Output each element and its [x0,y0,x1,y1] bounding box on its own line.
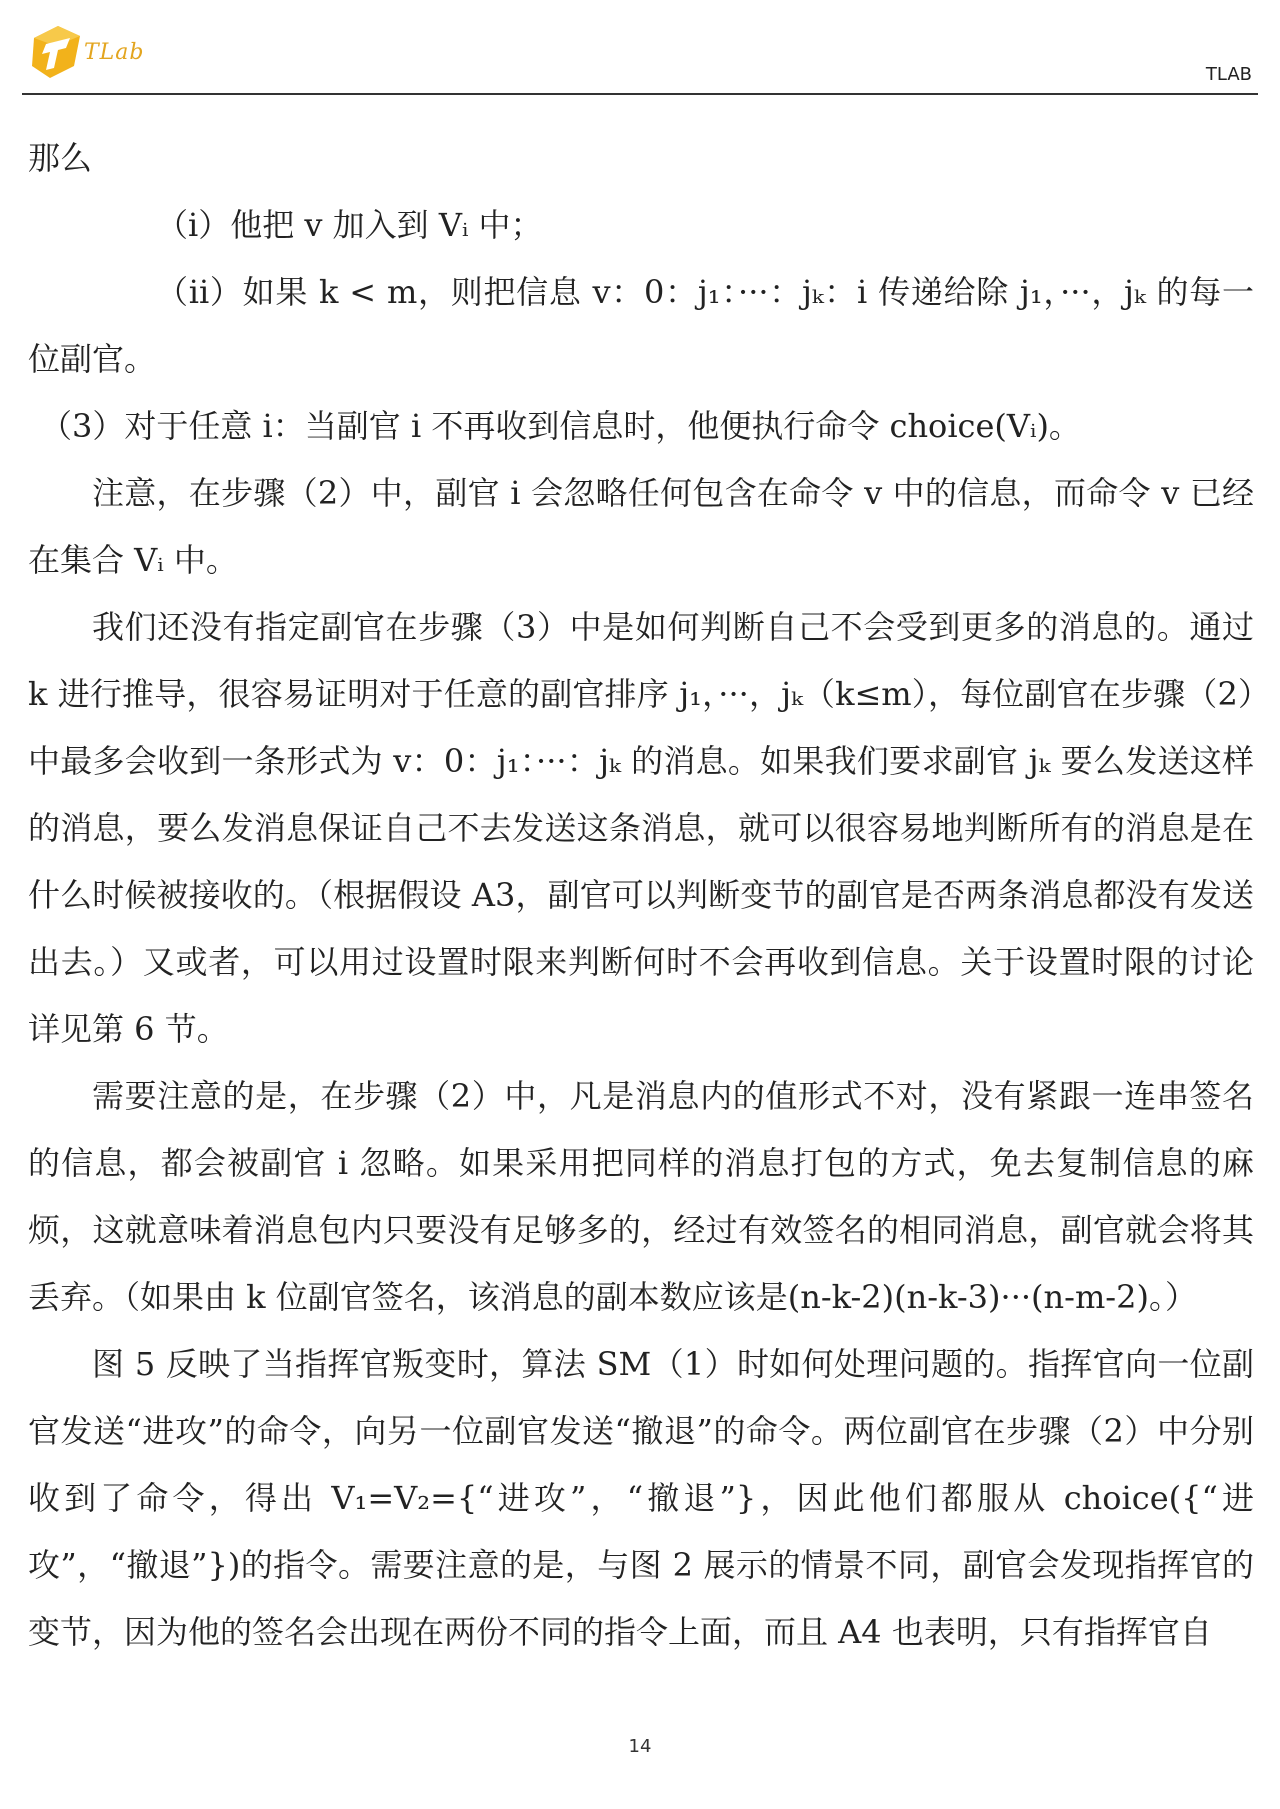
paragraph: 需要注意的是，在步骤（2）中，凡是消息内的值形式不对，没有紧跟一连串签名的信息，都会被副官 i 忽略。如果采用把同样的消息打包的方式，免去复制信息的麻烦，这就意味着消息包内只要没有足够多的，经过有效签名的相同消息，副官就会将其丢弃。（如果由 k 位副官签名，该消息的副本数应该是(n-k-2)(n-k-3)···(n-m-2)。） [28,1077,1254,1316]
paragraph: 那么 [28,139,93,177]
paragraph: 图 5 反映了当指挥官叛变时，算法 SM（1）时如何处理问题的。指挥官向一位副官发送“进攻”的命令，向另一位副官发送“撤退”的命令。两位副官在步骤（2）中分别收到了命令，得出 V₁=V₂={“进攻”，“撤退”}，因此他们都服从 choice({“进攻”，“撤退”})的指令。需要注意的是，与图 2 展示的情景不同，副官会发现指挥官的变节，因为他的签名会出现在两份不同的指令上面，而且 A4 也表明，只有指挥官自 [28,1345,1254,1651]
header-label: TLAB [1205,64,1252,85]
paragraph: （3）对于任意 i：当副官 i 不再收到信息时，他便执行命令 choice(Vᵢ)。 [40,407,1081,445]
tlab-logo-icon [26,22,86,82]
tlab-logo [26,22,186,86]
paragraph: （i）他把 v 加入到 Vᵢ 中； [156,206,543,244]
paragraph: 注意，在步骤（2）中，副官 i 会忽略任何包含在命令 v 中的信息，而命令 v 已经在集合 Vᵢ 中。 [28,474,1254,579]
paragraph: 我们还没有指定副官在步骤（3）中是如何判断自己不会受到更多的消息的。通过 k 进行推导，很容易证明对于任意的副官排序 j₁，···，jₖ（k≤m），每位副官在步骤（2）中最多会收到一条形式为 v：0：j₁：···：jₖ 的消息。如果我们要求副官 jₖ 要么发送这样的消息，要么发消息保证自己不去发送这条消息，就可以很容易地判断所有的消息是在什么时候被接收的。（根据假设 A3，副官可以判断变节的副官是否两条消息都没有发送出去。）又或者，可以用过设置时限来判断何时不会再收到信息。关于设置时限的讨论详见第 6 节。 [28,608,1254,1048]
page-header [0,0,1280,100]
page-body [28,125,1254,1666]
header-divider [22,93,1258,95]
paragraph: （ii）如果 k < m，则把信息 v：0：j₁：···：jₖ：i 传递给除 j₁，···，jₖ 的每一位副官。 [28,273,1254,378]
page-number: 14 [628,1736,652,1757]
logo-text: TLab [84,40,145,65]
